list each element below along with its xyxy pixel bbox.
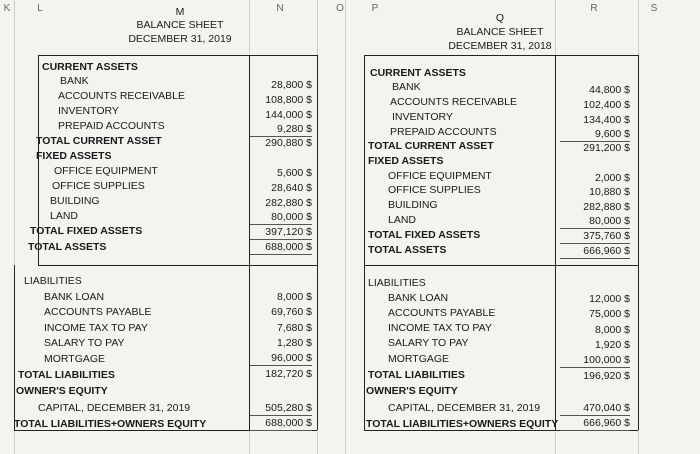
left-liab-value: 7,680 $: [276, 322, 312, 334]
border: [364, 55, 638, 56]
left-tloe-value: 688,000 $: [250, 417, 312, 431]
left-ta-label: TOTAL ASSETS: [28, 241, 107, 253]
left-tfa-label: TOTAL FIXED ASSETS: [30, 225, 143, 237]
right-fixed-value: 80,000 $: [560, 215, 630, 229]
right-liab-label: ACCOUNTS PAYABLE: [388, 307, 496, 319]
left-fixed-value: 5,600 $: [276, 167, 312, 179]
left-fixed-value: 80,000 $: [250, 211, 312, 225]
right-cap-value: 470,040 $: [560, 402, 630, 416]
border: [364, 265, 638, 266]
left-asset-label: ACCOUNTS RECEIVABLE: [58, 90, 185, 102]
left-asset-value: 108,800 $: [265, 94, 312, 106]
border: [555, 55, 556, 430]
border: [364, 55, 365, 430]
right-tloe-label: TOTAL LIABILITIES+OWNERS EQUITY: [366, 418, 559, 430]
right-tfa-value: 375,760 $: [560, 230, 630, 244]
right-liab-label: MORTGAGE: [388, 353, 450, 365]
left-col-letter: M: [175, 6, 185, 18]
right-asset-label: ACCOUNTS RECEIVABLE: [390, 96, 517, 108]
left-tl-value: 182,720 $: [265, 368, 312, 380]
right-fa-head: FIXED ASSETS: [368, 155, 444, 167]
right-tl-value: 196,920 $: [583, 370, 630, 382]
col-header-p[interactable]: P: [371, 3, 379, 14]
left-liab-value: 69,760 $: [271, 306, 312, 318]
right-date: DECEMBER 31, 2018: [448, 40, 552, 52]
right-ta-value: 666,960 $: [560, 245, 630, 259]
right-fixed-label: BUILDING: [388, 199, 438, 211]
left-asset-value: 144,000 $: [265, 109, 312, 121]
right-ta-label: TOTAL ASSETS: [368, 244, 447, 256]
right-fixed-value: 10,880 $: [589, 186, 630, 198]
right-fixed-label: OFFICE SUPPLIES: [388, 184, 481, 196]
right-asset-label: BANK: [392, 81, 421, 93]
left-title: BALANCE SHEET: [136, 19, 224, 31]
border: [38, 55, 317, 56]
left-liab-label: BANK LOAN: [44, 291, 105, 303]
left-cap-label: CAPITAL, DECEMBER 31, 2019: [38, 402, 191, 414]
right-liab-value: 100,000 $: [560, 354, 630, 368]
right-asset-value: 134,400 $: [583, 114, 630, 126]
col-header-l[interactable]: L: [37, 3, 43, 14]
border: [38, 265, 317, 266]
right-liab-label: SALARY TO PAY: [388, 337, 469, 349]
right-tca-value: 291,200 $: [583, 142, 630, 154]
left-tloe-label: TOTAL LIABILITIES+OWNERS EQUITY: [14, 418, 207, 430]
right-oe-head: OWNER'S EQUITY: [366, 385, 458, 397]
right-asset-value: 44,800 $: [589, 84, 630, 96]
border: [638, 55, 639, 430]
col-header-k[interactable]: K: [3, 3, 11, 14]
left-liab-label: MORTGAGE: [44, 353, 106, 365]
left-tca-value: 290,880 $: [265, 137, 312, 149]
right-liab-value: 75,000 $: [589, 308, 630, 320]
col-header-o[interactable]: O: [336, 3, 344, 14]
left-tca-label: TOTAL CURRENT ASSET: [36, 135, 162, 147]
right-fixed-label: OFFICE EQUIPMENT: [388, 170, 492, 182]
left-ta-value: 688,000 $: [250, 241, 312, 255]
right-liab-value: 8,000 $: [594, 324, 630, 336]
left-asset-label: INVENTORY: [58, 105, 119, 117]
right-tca-label: TOTAL CURRENT ASSET: [368, 140, 494, 152]
left-asset-value: 9,280 $: [250, 123, 312, 137]
left-liab-value: 1,280 $: [276, 337, 312, 349]
right-liab-value: 12,000 $: [589, 293, 630, 305]
right-fixed-value: 282,880 $: [583, 201, 630, 213]
left-fixed-label: OFFICE EQUIPMENT: [54, 165, 158, 177]
right-tloe-value: 666,960 $: [560, 417, 630, 431]
col-header-s[interactable]: S: [650, 3, 658, 14]
left-liab-value: 96,000 $: [250, 352, 312, 366]
border: [14, 265, 15, 430]
right-ca-head: CURRENT ASSETS: [370, 67, 466, 79]
right-cap-label: CAPITAL, DECEMBER 31, 2019: [388, 402, 541, 414]
left-liab-label: ACCOUNTS PAYABLE: [44, 306, 152, 318]
left-fa-head: FIXED ASSETS: [36, 150, 112, 162]
left-tl-label: TOTAL LIABILITIES: [18, 369, 115, 381]
left-oe-head: OWNER'S EQUITY: [16, 385, 108, 397]
right-li-head: LIABILITIES: [368, 277, 426, 289]
left-liab-label: INCOME TAX TO PAY: [44, 322, 148, 334]
right-title: BALANCE SHEET: [456, 26, 544, 38]
right-tfa-label: TOTAL FIXED ASSETS: [368, 229, 481, 241]
right-asset-value: 102,400 $: [583, 99, 630, 111]
left-asset-label: PREPAID ACCOUNTS: [58, 120, 165, 132]
right-col-letter: Q: [495, 12, 505, 24]
right-liab-value: 1,920 $: [594, 339, 630, 351]
right-liab-label: BANK LOAN: [388, 292, 449, 304]
left-liab-label: SALARY TO PAY: [44, 337, 125, 349]
left-tfa-value: 397,120 $: [250, 226, 312, 240]
left-fixed-label: BUILDING: [50, 195, 100, 207]
left-fixed-label: LAND: [50, 210, 79, 222]
col-header-r[interactable]: R: [590, 3, 598, 14]
left-asset-value: 28,800 $: [271, 79, 312, 91]
right-asset-label: INVENTORY: [392, 111, 453, 123]
right-asset-value: 9,600 $: [560, 128, 630, 142]
left-asset-label: BANK: [60, 75, 89, 87]
left-liab-value: 8,000 $: [276, 291, 312, 303]
right-liab-label: INCOME TAX TO PAY: [388, 322, 492, 334]
col-header-n[interactable]: N: [276, 3, 284, 14]
right-asset-label: PREPAID ACCOUNTS: [390, 126, 497, 138]
right-fixed-value: 2,000 $: [594, 172, 630, 184]
right-fixed-label: LAND: [388, 214, 417, 226]
gridline: [345, 0, 346, 454]
right-tl-label: TOTAL LIABILITIES: [368, 369, 465, 381]
left-fixed-value: 28,640 $: [271, 182, 312, 194]
left-cap-value: 505,280 $: [250, 402, 312, 416]
left-fixed-label: OFFICE SUPPLIES: [52, 180, 145, 192]
left-fixed-value: 282,880 $: [265, 197, 312, 209]
left-li-head: LIABILITIES: [24, 275, 82, 287]
left-date: DECEMBER 31, 2019: [128, 33, 232, 45]
border: [317, 55, 318, 430]
left-ca-head: CURRENT ASSETS: [42, 61, 138, 73]
